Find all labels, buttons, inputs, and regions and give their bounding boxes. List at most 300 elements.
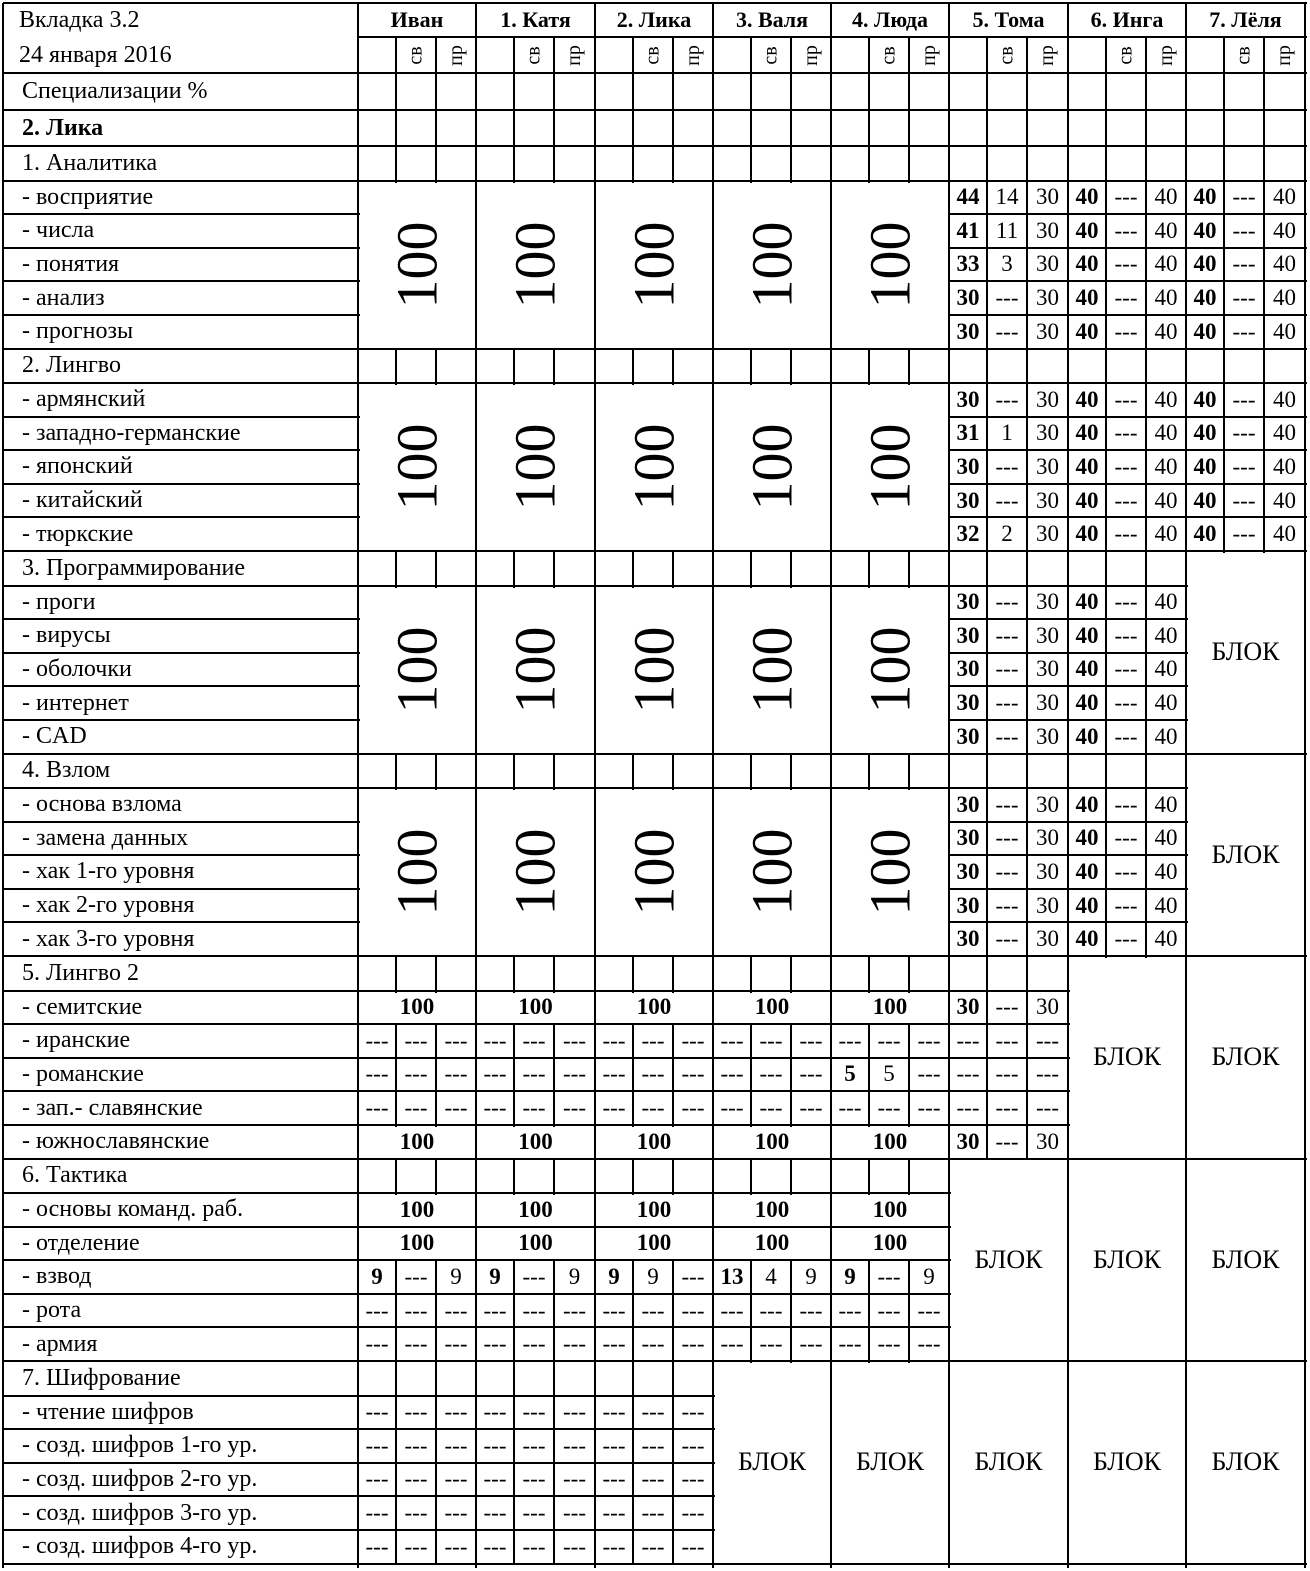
sub-col-line (395, 1463, 397, 1499)
sub-col-line (672, 956, 674, 993)
value-cell: --- (641, 1500, 665, 1526)
sub-col-line (632, 146, 634, 183)
value-cell: 40 (1075, 487, 1099, 513)
value-cell: 40 (1075, 318, 1099, 344)
value-cell: 9 (923, 1263, 935, 1289)
sub-col-line (435, 37, 437, 148)
value-cell: 31 (956, 420, 980, 446)
value-cell: --- (483, 1432, 507, 1458)
value-cell: --- (995, 723, 1019, 749)
value-cell: --- (602, 1399, 626, 1425)
value-cell: --- (1114, 589, 1138, 615)
value-cell: --- (1036, 1027, 1059, 1053)
sub-header-sv: св (522, 45, 545, 65)
tab-title: Вкладка 3.2 (19, 6, 140, 33)
grid-line (595, 1057, 715, 1059)
row-label: - понятия (22, 250, 120, 277)
value-cell: --- (365, 1061, 389, 1087)
block-cell: БЛОК (1211, 1244, 1280, 1274)
sub-col-line (908, 1327, 910, 1363)
value-cell: --- (444, 1500, 468, 1526)
value-cell: --- (1232, 420, 1256, 446)
sub-col-line (868, 1294, 870, 1330)
value-cell: --- (444, 1466, 468, 1492)
section-title: 4. Взлом (22, 757, 111, 784)
sub-col-line (1145, 383, 1147, 419)
sub-col-line (1026, 417, 1028, 453)
sub-col-line (513, 1058, 515, 1094)
sub-col-line (632, 1327, 634, 1363)
value-cell: 40 (1193, 251, 1217, 277)
value-cell: 40 (1075, 690, 1099, 716)
sub-col-line (790, 1091, 792, 1127)
sub-header-pr: пр (1272, 44, 1295, 66)
sub-col-line (395, 1530, 397, 1566)
sub-col-line (1026, 1125, 1028, 1161)
value-cell: --- (563, 1432, 586, 1458)
value-cell: 40 (1154, 690, 1178, 716)
sub-col-line (750, 349, 752, 386)
sub-col-line (986, 686, 988, 722)
grid-line (3, 685, 360, 687)
row-label: - хак 3-го уровня (22, 925, 195, 952)
value-cell: --- (681, 1297, 705, 1323)
sub-header-pr: пр (562, 44, 585, 66)
sub-col-line (986, 484, 988, 520)
value-cell: 40 (1154, 251, 1178, 277)
sub-col-line (1105, 417, 1107, 453)
grid-line (949, 888, 1070, 890)
grid-line (713, 1226, 833, 1228)
person-label: 2. Лика (22, 114, 104, 141)
full-value-block: 100 (621, 828, 686, 916)
value-cell: --- (838, 1331, 862, 1357)
sub-col-line (1026, 754, 1028, 791)
grid-line (476, 1259, 597, 1261)
sub-col-line (750, 551, 752, 588)
value-cell: 30 (1036, 994, 1059, 1020)
sub-col-line (1105, 146, 1107, 183)
grid-line (3, 1462, 360, 1464)
sub-header-sv: св (1114, 45, 1137, 65)
sub-col-line (1026, 686, 1028, 722)
full-value-block: 100 (739, 423, 804, 511)
grid-line (1068, 854, 1188, 856)
sub-col-line (986, 37, 988, 148)
value-cell: --- (1232, 386, 1256, 412)
grid-line (595, 1326, 715, 1328)
value-cell: 40 (1075, 656, 1099, 682)
sub-col-line (1223, 214, 1225, 250)
row-label: - китайский (22, 487, 143, 514)
grid-line (713, 1259, 833, 1261)
frame-left (2, 3, 4, 1568)
sub-col-line (1026, 586, 1028, 622)
sub-col-line (1145, 450, 1147, 486)
value-cell: --- (995, 791, 1019, 817)
sub-col-line (1145, 281, 1147, 317)
block-cell: БЛОК (1211, 637, 1280, 667)
person-header: 6. Инга (1090, 7, 1164, 32)
grid-line (1186, 483, 1307, 485)
value-cell: --- (799, 1331, 823, 1357)
sub-col-line (1263, 181, 1265, 217)
value-cell: --- (563, 1533, 586, 1559)
value-cell: 30 (1036, 690, 1059, 716)
sub-col-line (986, 922, 988, 958)
sub-col-line (986, 281, 988, 317)
sub-col-line (790, 1058, 792, 1094)
grid-line (713, 1090, 833, 1092)
value-cell: 40 (1075, 184, 1099, 210)
sub-col-line (868, 1260, 870, 1296)
row-label: - западно-германские (22, 419, 241, 446)
grid-line (358, 1529, 478, 1531)
grid-line (1068, 888, 1188, 890)
row-label: - основы команд. раб. (22, 1196, 244, 1223)
sub-col-line (632, 1159, 634, 1196)
value-cell: 40 (1193, 420, 1217, 446)
grid-line (713, 1023, 833, 1025)
sub-col-line (1026, 922, 1028, 958)
grid-line (1068, 652, 1188, 654)
full-value-cell: 100 (754, 994, 790, 1020)
sub-col-line (790, 349, 792, 386)
row-label: - семитские (22, 993, 143, 1020)
value-cell: 40 (1273, 453, 1296, 479)
value-cell: 30 (956, 825, 980, 851)
grid-line (1068, 314, 1188, 316)
full-value-cell: 100 (636, 994, 672, 1020)
sub-col-line (672, 146, 674, 183)
value-cell: --- (602, 1500, 626, 1526)
grid-line (476, 1124, 597, 1126)
grid-line (949, 280, 1070, 282)
sub-col-line (553, 1496, 555, 1532)
sub-header-pr: пр (917, 44, 940, 66)
value-cell: 30 (956, 589, 980, 615)
value-cell: --- (720, 1061, 744, 1087)
row-label: - южнославянские (22, 1128, 210, 1155)
sub-col-line (908, 1159, 910, 1196)
value-cell: --- (522, 1297, 546, 1323)
sub-col-line (1223, 450, 1225, 486)
row-label: - хак 2-го уровня (22, 892, 195, 919)
sub-header-pr: пр (1154, 44, 1177, 66)
value-cell: --- (995, 892, 1019, 918)
grid-line (1186, 213, 1307, 215)
value-cell: --- (1114, 184, 1138, 210)
grid-line (3, 1293, 360, 1295)
sub-col-line (1223, 417, 1225, 453)
sub-col-line (1026, 146, 1028, 183)
specializations-title: Специализации % (22, 78, 208, 104)
value-cell: 30 (1036, 251, 1059, 277)
value-cell: --- (404, 1331, 428, 1357)
sheet-date: 24 января 2016 (19, 41, 172, 68)
full-value-cell: 100 (518, 1230, 553, 1256)
sub-col-line (868, 1159, 870, 1196)
sub-col-line (1223, 315, 1225, 351)
grid-line (595, 1124, 715, 1126)
sub-col-line (1026, 37, 1028, 148)
value-cell: 40 (1154, 825, 1178, 851)
value-cell: 40 (1154, 858, 1178, 884)
sub-col-line (1105, 281, 1107, 317)
sub-col-line (435, 754, 437, 791)
sub-col-line (435, 1530, 437, 1566)
sub-col-line (1223, 248, 1225, 284)
value-cell: --- (1036, 1061, 1059, 1087)
value-cell: 40 (1075, 622, 1099, 648)
sub-col-line (986, 586, 988, 622)
block-cell: БЛОК (1211, 1042, 1280, 1072)
grid-line (358, 1495, 478, 1497)
value-cell: 30 (956, 318, 980, 344)
sub-col-line (672, 1463, 674, 1499)
sub-col-line (986, 248, 988, 284)
value-cell: --- (483, 1297, 507, 1323)
value-cell: 40 (1154, 386, 1178, 412)
grid-line (1068, 719, 1188, 721)
value-cell: --- (1232, 251, 1256, 277)
sub-col-line (513, 1463, 515, 1499)
grid-line (3, 652, 360, 654)
sub-col-line (435, 1294, 437, 1330)
row-label: - созд. шифров 3-го ур. (22, 1499, 258, 1526)
sub-col-line (1105, 855, 1107, 891)
value-cell: 30 (956, 994, 980, 1020)
sub-col-line (632, 956, 634, 993)
value-cell: --- (602, 1027, 626, 1053)
value-cell: 33 (956, 251, 980, 277)
value-cell: --- (995, 622, 1019, 648)
sub-col-line (672, 1396, 674, 1432)
grid-line (3, 213, 360, 215)
grid-line (3, 483, 360, 485)
value-cell: 40 (1075, 589, 1099, 615)
row-label: - анализ (22, 284, 105, 311)
value-cell: 9 (608, 1263, 620, 1289)
sub-col-line (1263, 450, 1265, 486)
sub-col-line (632, 1058, 634, 1094)
value-cell: --- (404, 1027, 428, 1053)
value-cell: 40 (1273, 521, 1296, 547)
sub-col-line (750, 1024, 752, 1060)
section-title: 3. Программирование (22, 554, 246, 581)
sub-col-line (986, 1024, 988, 1060)
value-cell: --- (681, 1095, 705, 1121)
sub-col-line (1263, 37, 1265, 148)
row-label: - созд. шифров 1-го ур. (22, 1432, 258, 1459)
value-cell: 40 (1273, 487, 1296, 513)
sub-col-line (1026, 720, 1028, 756)
grid-line (949, 449, 1070, 451)
sub-col-line (672, 1294, 674, 1330)
sub-col-line (435, 1463, 437, 1499)
value-cell: --- (404, 1263, 428, 1289)
value-cell: 30 (1036, 723, 1059, 749)
value-cell: --- (483, 1399, 507, 1425)
value-cell: --- (522, 1399, 546, 1425)
sub-col-line (1263, 146, 1265, 183)
sub-col-line (395, 1396, 397, 1432)
value-cell: --- (444, 1533, 468, 1559)
full-value-block: 100 (384, 423, 449, 511)
value-cell: --- (759, 1095, 783, 1121)
value-cell: 30 (1036, 656, 1059, 682)
row-label: - романские (22, 1060, 144, 1087)
sub-col-line (908, 1294, 910, 1330)
section-title: 6. Тактика (22, 1162, 128, 1189)
row-label: - хак 1-го уровня (22, 858, 195, 885)
full-value-block: 100 (621, 626, 686, 713)
sub-header-pr: пр (444, 44, 467, 66)
grid-line (949, 1090, 1070, 1092)
value-cell: 40 (1075, 217, 1099, 243)
value-cell: --- (917, 1331, 941, 1357)
value-cell: --- (1114, 791, 1138, 817)
grid-line (831, 1057, 951, 1059)
sub-col-line (1026, 517, 1028, 553)
sub-col-line (672, 1260, 674, 1296)
sub-col-line (513, 1361, 515, 1398)
full-value-cell: 100 (518, 994, 553, 1020)
grid-line (3, 1529, 360, 1531)
value-cell: --- (995, 690, 1019, 716)
grid-line (476, 1023, 597, 1025)
grid-line (1068, 449, 1188, 451)
sub-col-line (868, 146, 870, 183)
sub-col-line (1026, 1024, 1028, 1060)
grid-line (3, 516, 360, 518)
value-cell: --- (759, 1331, 783, 1357)
value-cell: --- (522, 1263, 546, 1289)
value-cell: 40 (1273, 420, 1296, 446)
value-cell: --- (995, 487, 1019, 513)
value-cell: --- (995, 453, 1019, 479)
value-cell: --- (877, 1095, 901, 1121)
full-value-cell: 100 (754, 1196, 790, 1222)
sub-col-line (553, 1024, 555, 1060)
grid-line (358, 1293, 478, 1295)
person-header: Иван (390, 7, 444, 32)
grid-line (476, 1226, 597, 1228)
full-value-block: 100 (857, 423, 922, 511)
sub-col-line (908, 551, 910, 588)
value-cell: 40 (1075, 723, 1099, 749)
value-cell: --- (365, 1500, 389, 1526)
sub-col-line (1263, 349, 1265, 386)
grid-line (1068, 213, 1188, 215)
value-cell: --- (799, 1061, 823, 1087)
value-cell: --- (681, 1331, 705, 1357)
sub-col-line (1223, 383, 1225, 419)
sub-col-line (632, 1463, 634, 1499)
value-cell: --- (995, 1128, 1019, 1154)
sub-col-line (908, 1024, 910, 1060)
value-cell: --- (1114, 285, 1138, 311)
value-cell: --- (877, 1027, 901, 1053)
value-cell: --- (483, 1533, 507, 1559)
sub-header-sv: св (759, 45, 782, 65)
value-cell: 44 (956, 184, 980, 210)
sub-col-line (986, 754, 988, 791)
value-cell: --- (641, 1399, 665, 1425)
grid-line (1186, 314, 1307, 316)
sub-col-line (553, 146, 555, 183)
grid-line (3, 2, 1307, 4)
value-cell: 40 (1154, 521, 1178, 547)
sub-col-line (395, 1058, 397, 1094)
value-cell: 40 (1154, 656, 1178, 682)
block-cell: БЛОК (1211, 839, 1280, 869)
sub-col-line (513, 349, 515, 386)
value-cell: --- (877, 1297, 901, 1323)
grid-line (713, 1057, 833, 1059)
grid-line (3, 1563, 1307, 1565)
value-cell: --- (563, 1331, 586, 1357)
person-header: 4. Люда (851, 7, 929, 32)
sub-col-line (1026, 281, 1028, 317)
sub-col-line (1145, 788, 1147, 824)
value-cell: --- (1036, 1095, 1059, 1121)
sub-col-line (868, 1327, 870, 1363)
grid-line (595, 1090, 715, 1092)
group-line (357, 3, 359, 1568)
value-cell: 30 (956, 386, 980, 412)
value-cell: 30 (956, 791, 980, 817)
value-cell: 40 (1273, 386, 1296, 412)
grid-line (358, 1259, 478, 1261)
sub-col-line (1145, 653, 1147, 689)
sub-col-line (1026, 315, 1028, 351)
value-cell: --- (838, 1095, 862, 1121)
full-value-cell: 100 (518, 1196, 553, 1222)
value-cell: --- (483, 1095, 507, 1121)
row-label: - созд. шифров 2-го ур. (22, 1465, 258, 1492)
value-cell: 40 (1193, 318, 1217, 344)
sub-col-line (632, 349, 634, 386)
grid-line (1068, 821, 1188, 823)
sub-col-line (790, 754, 792, 791)
row-label: - чтение шифров (22, 1398, 194, 1425)
value-cell: --- (956, 1061, 980, 1087)
row-label: - взвод (22, 1263, 92, 1290)
group-line (1067, 3, 1069, 1568)
sub-col-line (1026, 383, 1028, 419)
value-cell: --- (444, 1095, 468, 1121)
sub-col-line (513, 551, 515, 588)
grid-line (831, 1293, 951, 1295)
value-cell: 30 (956, 858, 980, 884)
sub-col-line (750, 1159, 752, 1196)
sub-col-line (1105, 37, 1107, 148)
value-cell: --- (1114, 656, 1138, 682)
sub-col-line (632, 1429, 634, 1465)
value-cell: 41 (956, 217, 980, 243)
value-cell: --- (563, 1500, 586, 1526)
full-value-block: 100 (384, 221, 449, 308)
grid-line (3, 854, 360, 856)
sub-col-line (986, 181, 988, 217)
sub-col-line (750, 754, 752, 791)
grid-line (3, 888, 360, 890)
full-value-block: 100 (384, 626, 449, 713)
sub-col-line (868, 1091, 870, 1127)
value-cell: --- (404, 1500, 428, 1526)
sub-col-line (1026, 653, 1028, 689)
